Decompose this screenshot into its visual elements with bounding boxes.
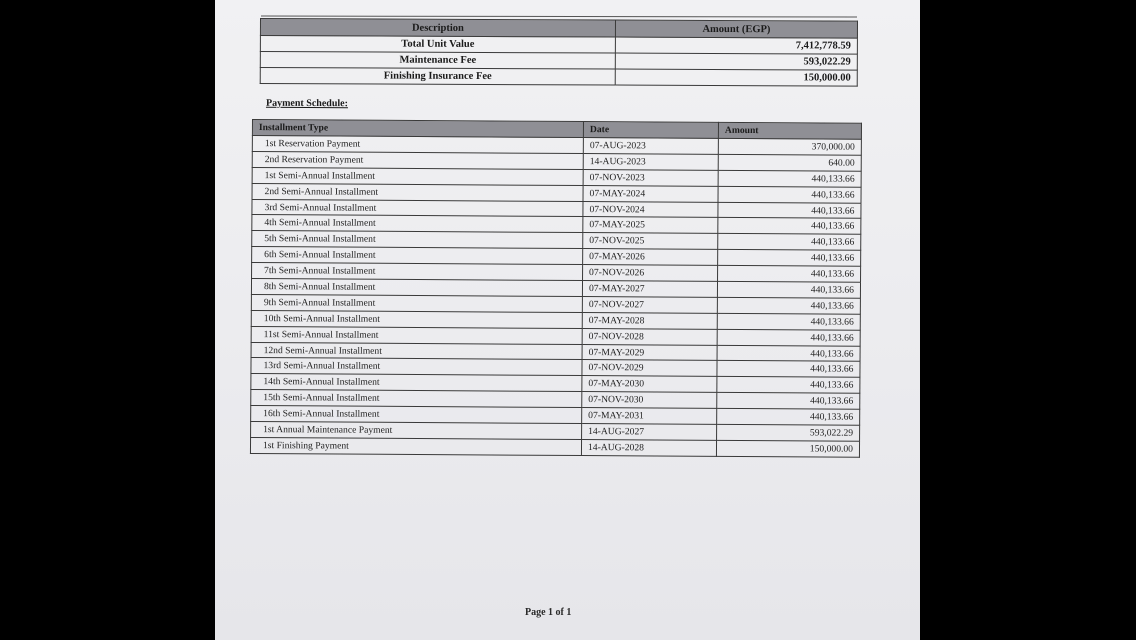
installment-date: 07-MAY-2028 <box>582 312 717 329</box>
installment-amount: 440,133.66 <box>717 393 860 410</box>
installment-date: 07-MAY-2024 <box>583 185 718 202</box>
summary-header-description: Description <box>260 19 615 38</box>
installment-type: 11st Semi-Annual Installment <box>251 326 582 344</box>
installment-amount: 440,133.66 <box>718 234 861 251</box>
summary-row <box>260 68 857 87</box>
installment-type: 16th Semi-Annual Installment <box>251 406 582 424</box>
summary-header-amount: Amount (EGP) <box>615 20 857 38</box>
installment-amount: 440,133.66 <box>718 170 861 187</box>
installment-amount: 440,133.66 <box>718 250 861 267</box>
installment-date: 14-AUG-2028 <box>581 439 716 456</box>
installment-type: 9th Semi-Annual Installment <box>251 294 582 312</box>
installment-amount: 440,133.66 <box>718 265 861 282</box>
installment-amount: 440,133.66 <box>718 218 861 235</box>
installment-date: 07-NOV-2026 <box>583 265 718 282</box>
installment-amount: 440,133.66 <box>717 361 860 378</box>
installment-amount: 370,000.00 <box>718 138 861 155</box>
top-divider <box>261 15 857 17</box>
installment-date: 07-NOV-2023 <box>583 169 718 186</box>
installment-date: 07-MAY-2027 <box>582 281 717 298</box>
installment-date: 07-NOV-2030 <box>582 392 717 409</box>
installment-date: 07-NOV-2028 <box>582 328 717 345</box>
installment-date: 07-NOV-2025 <box>583 233 718 250</box>
installment-type: 12nd Semi-Annual Installment <box>251 342 582 360</box>
installment-date: 07-MAY-2031 <box>582 408 717 425</box>
installment-date: 07-MAY-2030 <box>582 376 717 393</box>
installment-amount: 640.00 <box>718 154 861 171</box>
page-number: Page 1 of 1 <box>525 607 572 618</box>
document-page <box>215 0 920 640</box>
installment-type: 1st Reservation Payment <box>252 136 583 154</box>
summary-amount: 593,022.29 <box>615 53 857 70</box>
installment-type: 4th Semi-Annual Installment <box>252 215 583 233</box>
installment-type: 15th Semi-Annual Installment <box>251 390 582 408</box>
summary-label: Maintenance Fee <box>260 52 615 70</box>
installment-type: 1st Semi-Annual Installment <box>252 167 583 185</box>
summary-label: Total Unit Value <box>260 36 615 54</box>
installment-type: 1st Annual Maintenance Payment <box>251 422 582 440</box>
summary-amount: 7,412,778.59 <box>615 37 857 54</box>
installment-amount: 440,133.66 <box>717 329 860 346</box>
installment-date: 14-AUG-2027 <box>582 424 717 441</box>
payment-schedule-table <box>250 119 862 458</box>
installment-type: 5th Semi-Annual Installment <box>252 231 583 249</box>
installment-date: 07-NOV-2029 <box>582 360 717 377</box>
installment-amount: 150,000.00 <box>716 440 859 457</box>
summary-table <box>260 18 858 87</box>
installment-amount: 593,022.29 <box>717 424 860 441</box>
installment-type: 6th Semi-Annual Installment <box>252 247 583 265</box>
schedule-header-date: Date <box>583 122 718 139</box>
installment-type: 14th Semi-Annual Installment <box>251 374 582 392</box>
installment-amount: 440,133.66 <box>717 313 860 330</box>
installment-type: 2nd Reservation Payment <box>252 151 583 169</box>
schedule-row <box>250 437 859 457</box>
summary-amount: 150,000.00 <box>615 69 857 86</box>
installment-amount: 440,133.66 <box>717 345 860 362</box>
installment-date: 07-AUG-2023 <box>583 138 718 155</box>
installment-date: 07-NOV-2027 <box>582 296 717 313</box>
installment-date: 14-AUG-2023 <box>583 153 718 170</box>
installment-type: 2nd Semi-Annual Installment <box>252 183 583 201</box>
installment-amount: 440,133.66 <box>717 408 860 425</box>
payment-schedule-title: Payment Schedule: <box>265 97 348 110</box>
installment-type: 13rd Semi-Annual Installment <box>251 358 582 376</box>
installment-type: 8th Semi-Annual Installment <box>251 279 582 297</box>
schedule-header-amount: Amount <box>718 122 861 139</box>
installment-date: 07-NOV-2024 <box>583 201 718 218</box>
installment-amount: 440,133.66 <box>717 281 860 298</box>
installment-amount: 440,133.66 <box>717 297 860 314</box>
installment-type: 10th Semi-Annual Installment <box>251 310 582 328</box>
installment-date: 07-MAY-2029 <box>582 344 717 361</box>
installment-type: 1st Finishing Payment <box>250 437 581 455</box>
installment-type: 7th Semi-Annual Installment <box>252 263 583 281</box>
installment-amount: 440,133.66 <box>718 186 861 203</box>
schedule-header-type: Installment Type <box>252 120 583 138</box>
installment-amount: 440,133.66 <box>717 377 860 394</box>
installment-amount: 440,133.66 <box>718 202 861 219</box>
installment-date: 07-MAY-2025 <box>583 217 718 234</box>
installment-type: 3rd Semi-Annual Installment <box>252 199 583 217</box>
installment-date: 07-MAY-2026 <box>583 249 718 266</box>
summary-label: Finishing Insurance Fee <box>260 68 615 86</box>
